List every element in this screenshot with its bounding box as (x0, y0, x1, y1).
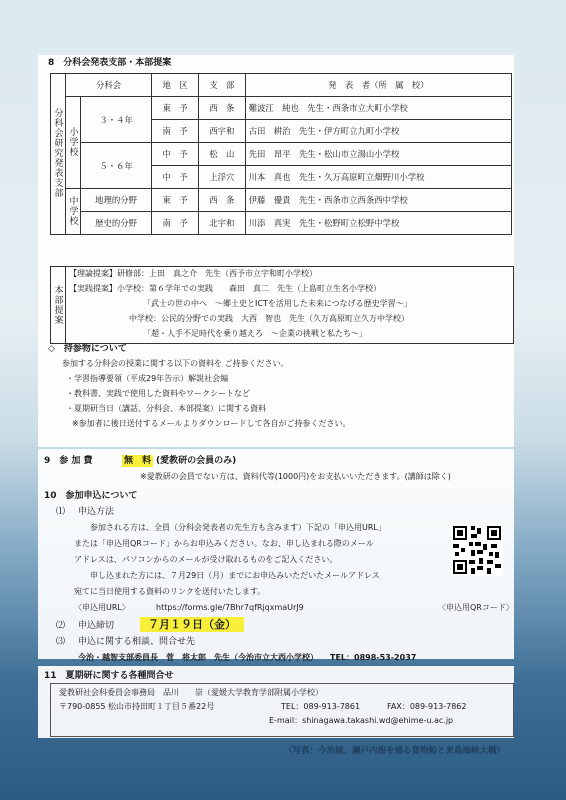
bring-title: ◇ 持参物について (48, 344, 127, 354)
contact-line: 今治・越智支部委員長 菅 将太郎 先生（今治市立大西小学校） TEL：0898-53-2037 (78, 653, 417, 662)
office-heading: 11 夏期研に関する各種問合せ (44, 671, 174, 681)
proposal-elem-title: 「武士の世の中へ 〜郷土史とICTを活用した未来につなげる歴史学習〜」 (143, 299, 412, 308)
table-row: 中 予 上浮穴 川本 真也 先生・久万高原町立畑野川小学校 (51, 166, 512, 189)
office-tel: TEL：089-913-7861 (281, 702, 361, 711)
apply-url-link[interactable]: https://forms.gle/7Bhr7qfRjqxmaUrJ9 (156, 603, 304, 612)
deadline-num: ⑵ (56, 621, 66, 631)
table-row: 中学校 地理的分野 東 予 西 条 伊藤 優貴 先生・西条市立西条西中学校 (51, 189, 512, 212)
proposal-jr-title: 「超・人手不足時代を乗り越えろ 〜企業の挑戦と私たち〜」 (143, 329, 367, 338)
deadline-title: 申込締切 (78, 621, 115, 631)
proposal-practice-elem: 【実践提案】小学校：第６学年での実践 森田 真二 先生（上島町立生名小学校） (69, 284, 381, 293)
method-line: 申し込まれた方には、７月29日（月）までにお申込みいただいたメールアドレス (90, 571, 380, 580)
presenters-table (50, 73, 512, 235)
header-bunkakai: 分科会 (66, 74, 152, 97)
office-line1: 愛教研社会科委員会事務局 品川 崇（愛媛大学教育学部附属小学校） (59, 688, 323, 697)
apply-heading: 10 参加申込について (44, 491, 138, 501)
header-branch: 支 部 (198, 74, 245, 97)
proposal-label-cell (51, 267, 66, 343)
proposal-box (50, 266, 514, 344)
method-num: ⑴ (56, 507, 66, 517)
url-label: 〈申込用URL〉 (74, 603, 130, 612)
side-label: 分科会研究発表支部 (52, 108, 63, 198)
qr-label: 〈申込用QRコード〉 (438, 603, 514, 612)
photo-caption: （写真：今治城、瀬戸内海を通る貨物船と来島海峡大橋） (284, 746, 506, 756)
side-label-cell (51, 74, 66, 235)
method-line: または「申込用QRコード」からお申込みください。なお、申し込まれる際のメール (74, 539, 374, 548)
method-title: 申込方法 (78, 507, 115, 517)
proposal-practice-jr: 中学校：公民的分野での実践 大西 智也 先生（久万高原町立久万中学校） (129, 314, 409, 323)
section8-heading: 8 分科会発表支部・本部提案 (48, 58, 172, 68)
bring-note: ※参加者に後日送付するメールよりダウンロードして各自がご持参ください。 (72, 419, 351, 428)
bring-line: ・学習指導要領（平成29年告示）解説社会編 (66, 374, 229, 383)
fee-free: 無 料 (124, 456, 152, 466)
elementary-cell: 小学校 (66, 97, 81, 189)
method-line: アドレスは、パソコンからのメールが受け取れるものをご記入ください。 (74, 555, 338, 564)
method-line: 参加される方は、全員（分科会発表者の先生方も含みます）下記の「申込用URL」 (90, 523, 386, 532)
office-address: 〒790-0855 松山市持田町１丁目５番22号 (59, 702, 215, 711)
office-contact-box (50, 683, 514, 737)
bring-line: ・夏期研当日（講話、分科会、本部提案）に関する資料 (66, 404, 266, 413)
proposal-label: 本部提案 (52, 285, 63, 325)
proposal-theory: 【理論提案】研修部：上田 真之介 先生（西予市立宇和町小学校） (69, 269, 317, 278)
table-row: 歴史的分野 南 予 北宇和 川添 真実 先生・松野町立松野中学校 (51, 212, 512, 235)
header-presenter: 発 表 者（所 属 校） (245, 74, 511, 97)
junior-cell: 中学校 (66, 189, 81, 235)
deadline-date: ７月１９日（金） (140, 617, 244, 632)
table-row: 南 予 西宇和 古田 耕治 先生・伊方町立九町小学校 (51, 120, 512, 143)
fee-label: 9 参 加 費 (44, 456, 93, 466)
bring-line: 参加する分科会の授業に関する以下の資料を ご持参ください。 (62, 359, 289, 368)
fee-note: ※愛教研の会員でない方は、資料代等(1000円)をお支払いいただきます。(講師は除く) (140, 472, 451, 481)
office-fax: FAX：089-913-7862 (387, 702, 467, 711)
qr-code-icon (451, 524, 503, 576)
contact-num: ⑶ (56, 637, 66, 647)
fee-free-note: (愛教研の会員のみ) (156, 456, 237, 466)
table-row: 小学校 ３・４年 東 予 西 条 難波江 純也 先生・西条市立大町小学校 (51, 97, 512, 120)
bring-line: ・教科書、実践で使用した資料やワークシートなど (66, 389, 250, 398)
contact-title: 申込に関する相談、問合せ先 (78, 637, 196, 647)
table-row: ５・６年 中 予 松 山 先田 昂平 先生・松山市立湯山小学校 (51, 143, 512, 166)
qr-code[interactable] (451, 524, 503, 576)
office-email: E-mail：shinagawa.takashi.wd@ehime-u.ac.jp (269, 716, 454, 725)
header-district: 地 区 (152, 74, 199, 97)
method-line: 宛てに当日使用する資料のリンクを送付いたします。 (74, 587, 266, 596)
